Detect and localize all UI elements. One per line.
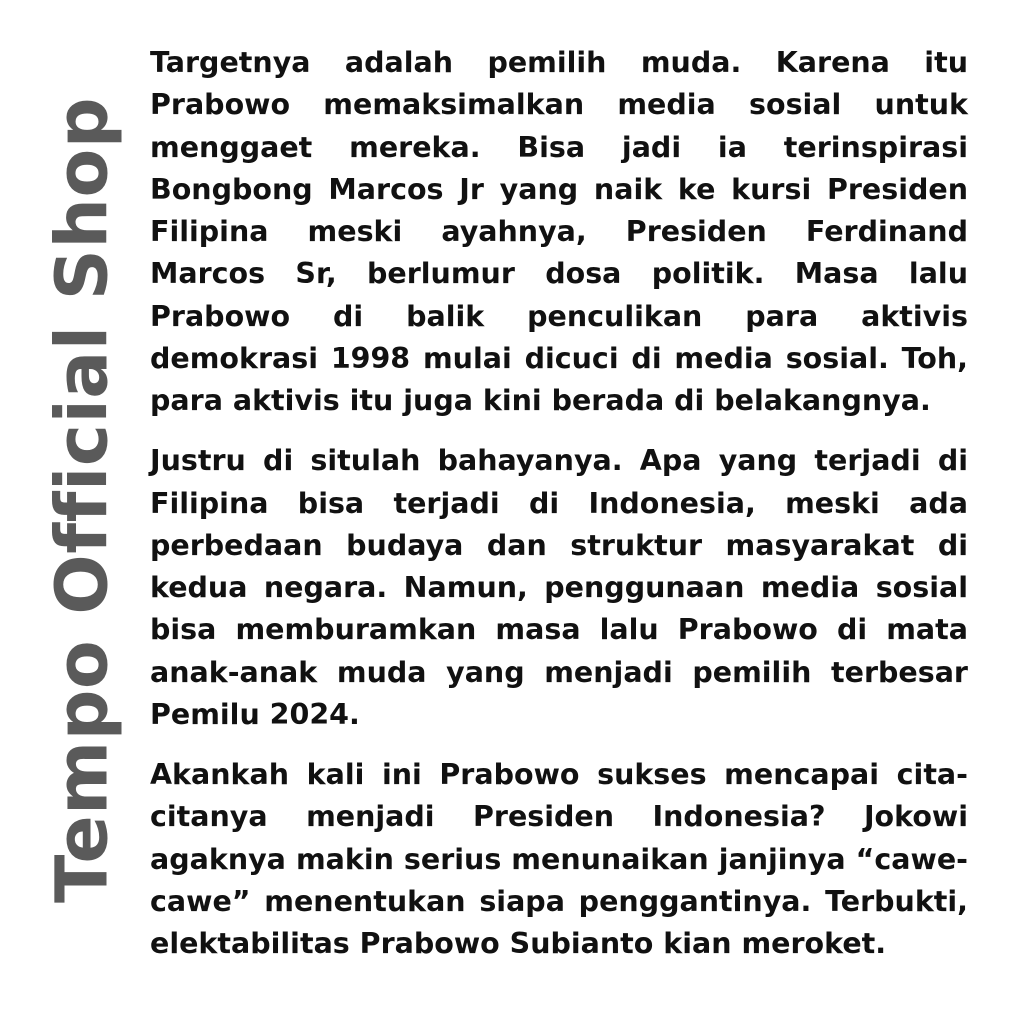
paragraph-1: Targetnya adalah pemilih muda. Karena itu Prabowo memaksimalkan media sosial untuk menggaet mereka. Bisa jadi ia terinspirasi Bongbong Marcos Jr yang naik ke kursi Presiden Filipina meski ayahnya, Presiden Ferdinand Marcos Sr, berlumur dosa politik. Masa lalu Prabowo di balik penculikan para aktivis demokrasi 1998 mulai dicuci di media sosial. Toh, para aktivis itu juga kini berada di belakangnya. [150, 46, 968, 417]
article-body [150, 42, 968, 983]
watermark-text: Tempo Official Shop [40, 96, 124, 904]
paragraph-2: Justru di situlah bahayanya. Apa yang terjadi di Filipina bisa terjadi di Indonesia, meski ada perbedaan budaya dan struktur masyarakat di kedua negara. Namun, penggunaan media sosial bisa memburamkan masa lalu Prabowo di mata anak-anak muda yang menjadi pemilih terbesar Pemilu 2024. [150, 444, 968, 731]
paragraph-3: Akankah kali ini Prabowo sukses mencapai cita-citanya menjadi Presiden Indonesia? Jokowi agaknya makin serius menunaikan janjinya “cawe-cawe” menentukan siapa penggantinya. Terbukti, elektabilitas Prabowo Subianto kian meroket. [150, 758, 968, 960]
